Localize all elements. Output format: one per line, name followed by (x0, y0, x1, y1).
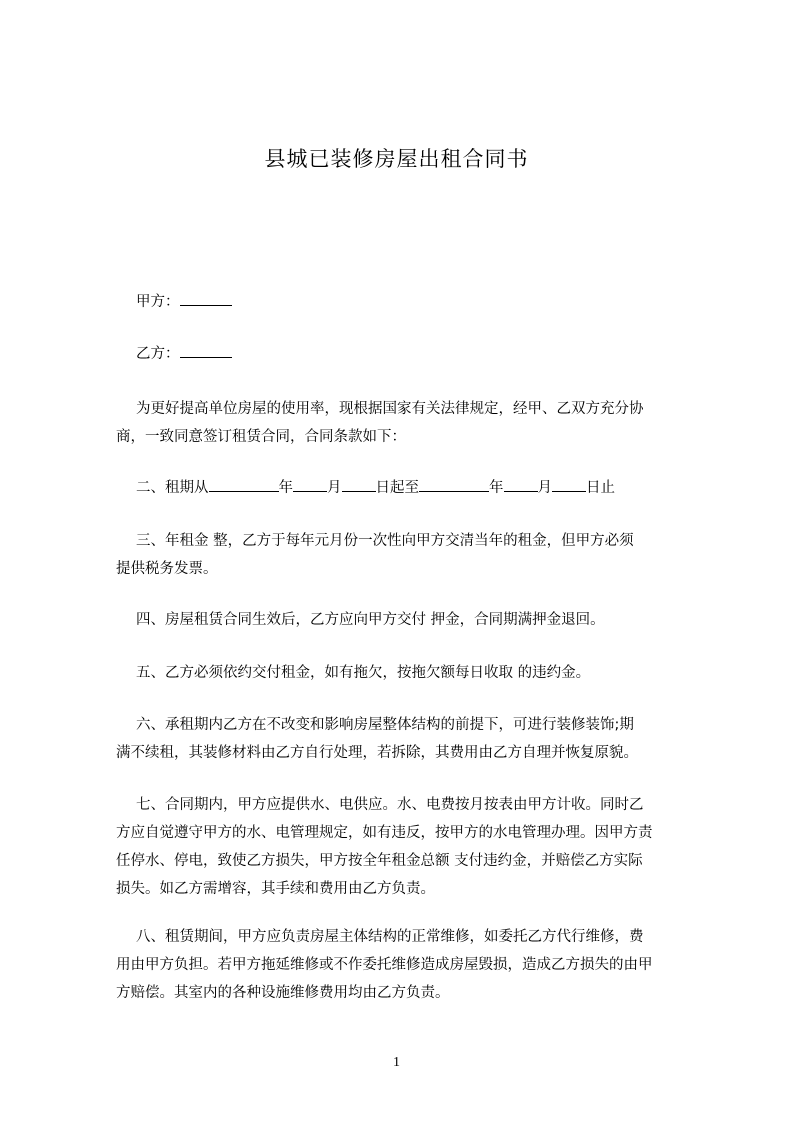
clause-6 (116, 711, 706, 767)
clause-7-line-1: 七、合同期内，甲方应提供水、电供应。水、电费按月按表由甲方计收。同时乙 (136, 797, 644, 813)
clause-7-line-4: 损失。如乙方需增容，其手续和费用由乙方负责。 (116, 881, 435, 897)
intro-paragraph (116, 395, 706, 451)
clause-2 (116, 474, 706, 502)
clause-6-line-2: 满不续租，其装修材料由乙方自行处理，若拆除，其费用由乙方自理并恢复原貌。 (116, 745, 638, 761)
clause-8-line-3: 方赔偿。其室内的各种设施维修费用均由乙方负责。 (116, 985, 450, 1001)
page-number: 1 (393, 1055, 400, 1070)
intro-line-2: 商，一致同意签订租赁合同，合同条款如下： (116, 429, 406, 445)
clause-8-line-1: 八、租赁期间，甲方应负责房屋主体结构的正常维修，如委托乙方代行维修，费 (136, 929, 644, 945)
clause-8 (116, 923, 706, 1007)
clause-3-line-1: 三、年租金 整，乙方于每年元月份一次性向甲方交清当年的租金，但甲方必须 (136, 533, 634, 549)
party-a-blank (180, 291, 232, 306)
intro-line-1: 为更好提高单位房屋的使用率，现根据国家有关法律规定，经甲、乙双方充分协 (136, 401, 644, 417)
party-b-label: 乙方： (136, 346, 180, 362)
document-title: 县城已装修房屋出租合同书 (264, 147, 529, 171)
start-year-blank (209, 477, 279, 492)
clause-8-line-2: 用由甲方负担。若甲方拖延维修或不作委托维修造成房屋毁损，造成乙方损失的由甲 (116, 957, 653, 973)
start-day-blank (342, 477, 376, 492)
clause-2-prefix: 二、租期从 (136, 480, 209, 496)
start-day-label: 日起至 (375, 480, 419, 496)
start-month-blank (293, 477, 327, 492)
clause-6-line-1: 六、承租期内乙方在不改变和影响房屋整体结构的前提下，可进行装修装饰;期 (136, 717, 634, 733)
clause-4 (116, 606, 706, 634)
end-month-label: 月 (537, 480, 552, 496)
end-day-blank (552, 477, 586, 492)
party-b-blank (180, 343, 232, 358)
clause-5-line: 五、乙方必须依约交付租金，如有拖欠，按拖欠额每日收取 的违约金。 (136, 665, 591, 681)
clause-7 (116, 791, 706, 903)
clause-3 (116, 527, 706, 583)
party-b-line (116, 340, 706, 368)
clause-4-line: 四、房屋租赁合同生效后，乙方应向甲方交付 押金，合同期满押金退回。 (136, 612, 605, 628)
clause-3-line-2: 提供税务发票。 (116, 561, 218, 577)
party-a-label: 甲方： (136, 294, 180, 310)
start-year-label: 年 (278, 480, 293, 496)
clause-7-line-2: 方应自觉遵守甲方的水、电管理规定，如有违反，按甲方的水电管理办理。因甲方责 (116, 825, 653, 841)
end-month-blank (504, 477, 538, 492)
end-year-blank (419, 477, 489, 492)
end-year-label: 年 (489, 480, 504, 496)
end-day-label: 日止 (586, 480, 615, 496)
clause-7-line-3: 任停水、停电，致使乙方损失，甲方按全年租金总额 支付违约金，并赔偿乙方实际 (116, 853, 643, 869)
clause-5 (116, 659, 706, 687)
party-a-line (116, 288, 706, 316)
start-month-label: 月 (327, 480, 342, 496)
